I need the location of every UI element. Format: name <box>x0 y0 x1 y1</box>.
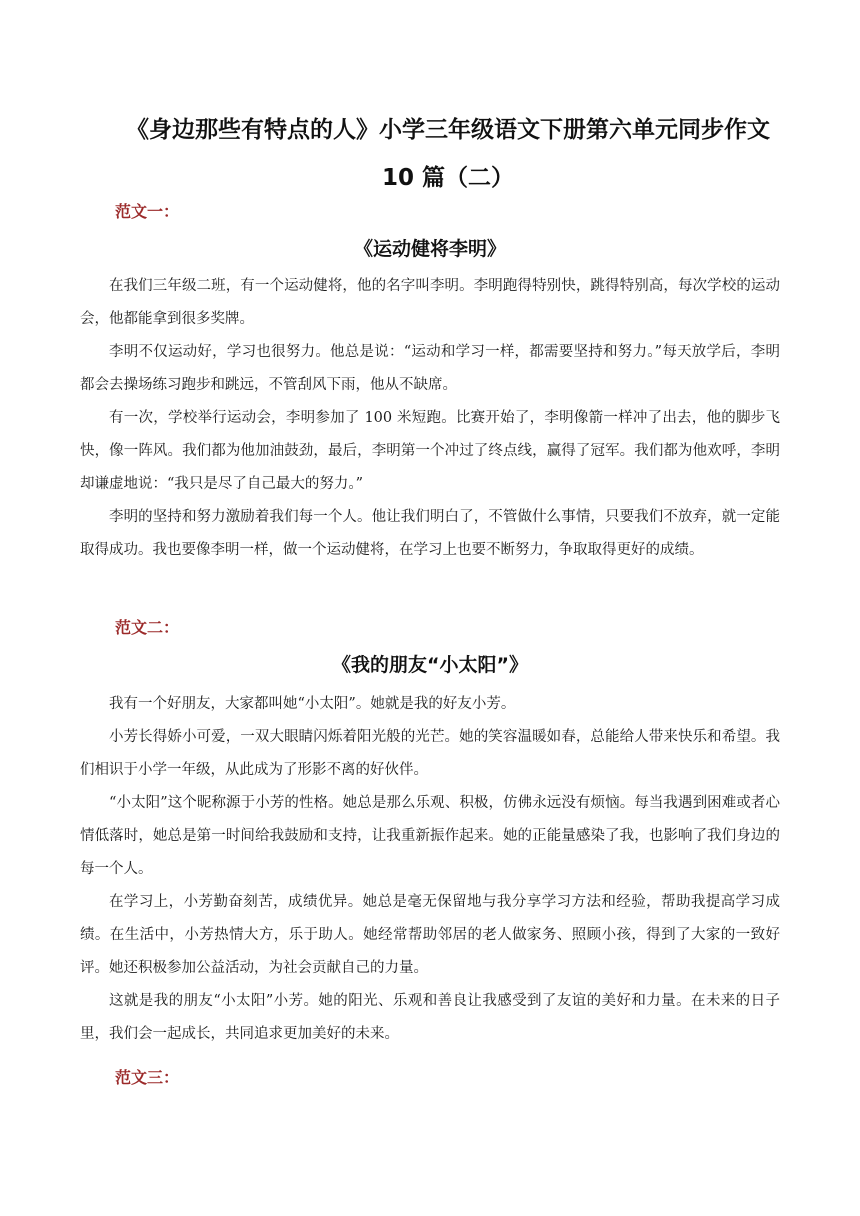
essay-2-label: 范文二： <box>115 618 180 637</box>
essay-1-body <box>80 270 780 567</box>
paragraph: 有一次，学校举行运动会，李明参加了 100 米短跑。比赛开始了，李明像箭一样冲了出去，他的脚步飞快，像一阵风。我们都为他加油鼓劲，最后，李明第一个冲过了终点线，赢得了冠军。我们都为他欢呼，李明却谦虚地说：“我只是尽了自己最大的努力。” <box>80 410 780 492</box>
paragraph: 我有一个好朋友，大家都叫她“小太阳”。她就是我的好友小芳。 <box>109 696 516 712</box>
essay-1-label: 范文一： <box>115 202 180 221</box>
paragraph: “小太阳”这个昵称源于小芳的性格。她总是那么乐观、积极，仿佛永远没有烦恼。每当我遇到困难或者心情低落时，她总是第一时间给我鼓励和支持，让我重新振作起来。她的正能量感染了我，也影响了我们身边的每一个人。 <box>80 795 780 877</box>
essay-2-title: 《我的朋友“小太阳”》 <box>332 654 528 676</box>
paragraph: 小芳长得娇小可爱，一双大眼睛闪烁着阳光般的光芒。她的笑容温暖如春，总能给人带来快乐和希望。我们相识于小学一年级，从此成为了形影不离的好伙伴。 <box>80 729 780 778</box>
document-title: 《身边那些有特点的人》小学三年级语文下册第六单元同步作文 10 篇（二） <box>126 117 770 191</box>
essay-2-body <box>80 688 780 1051</box>
paragraph: 李明不仅运动好，学习也很努力。他总是说：“运动和学习一样，都需要坚持和努力。”每天放学后，李明都会去操场练习跑步和跳远，不管刮风下雨，他从不缺席。 <box>80 344 780 393</box>
essay-1-title: 《运动健将李明》 <box>353 238 506 260</box>
paragraph: 在我们三年级二班，有一个运动健将，他的名字叫李明。李明跑得特别快，跳得特别高，每次学校的运动会，他都能拿到很多奖牌。 <box>80 278 780 327</box>
paragraph: 李明的坚持和努力激励着我们每一个人。他让我们明白了，不管做什么事情，只要我们不放弃，就一定能取得成功。我也要像李明一样，做一个运动健将，在学习上也要不断努力，争取取得更好的成绩。 <box>80 509 780 558</box>
paragraph: 这就是我的朋友“小太阳”小芳。她的阳光、乐观和善良让我感受到了友谊的美好和力量。在未来的日子里，我们会一起成长，共同追求更加美好的未来。 <box>80 993 780 1042</box>
paragraph: 在学习上，小芳勤奋刻苦，成绩优异。她总是毫无保留地与我分享学习方法和经验，帮助我提高学习成绩。在生活中，小芳热情大方，乐于助人。她经常帮助邻居的老人做家务、照顾小孩，得到了大家的一致好评。她还积极参加公益活动，为社会贡献自己的力量。 <box>80 894 780 976</box>
essay-3-label: 范文三： <box>115 1068 180 1087</box>
